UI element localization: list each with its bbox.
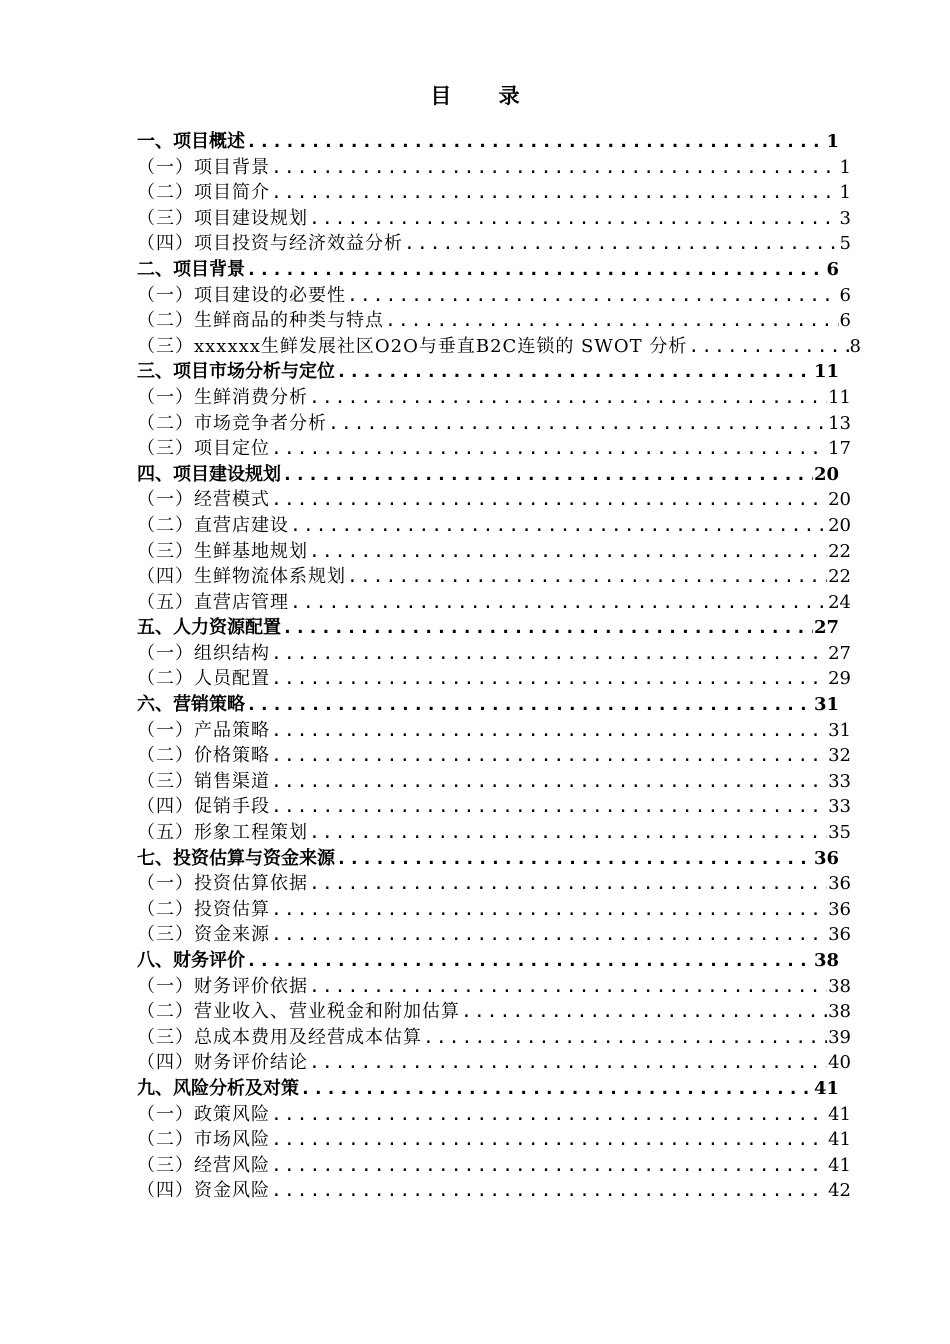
toc-dot-leader: [347, 564, 827, 590]
toc-entry-title: （五）形象工程策划: [137, 822, 308, 844]
toc-entry-title: （一）生鲜消费分析: [137, 386, 308, 408]
toc-entry-title: （三）总成本费用及经营成本估算: [137, 1026, 422, 1048]
toc-entry-title: 六、营销策略: [137, 694, 245, 716]
toc-page-number: 41: [813, 1077, 839, 1099]
toc-page-number: 20: [828, 514, 851, 536]
toc-page-number: 31: [813, 694, 839, 716]
toc-dot-leader: [271, 155, 839, 181]
toc-page-number: 3: [839, 207, 851, 229]
toc-entry-title: （二）投资估算: [137, 898, 270, 920]
toc-entry-title: 八、财务评价: [137, 950, 245, 971]
toc-page-number: 36: [828, 924, 851, 946]
toc-entry-title: （五）直营店管理: [137, 591, 289, 613]
toc-dot-leader: [271, 794, 827, 820]
toc-dot-leader: [246, 692, 813, 718]
toc-entry-title: 二、项目背景: [137, 258, 245, 280]
toc-page-number: 31: [828, 719, 851, 741]
toc-page-number: 42: [828, 1180, 851, 1202]
toc-dot-leader: [336, 846, 813, 872]
toc-entry-title: （二）项目简介: [137, 182, 270, 204]
toc-chapter-entry[interactable]: [137, 846, 851, 872]
toc-section-entry[interactable]: [137, 334, 861, 360]
toc-entry-title: （二）生鲜商品的种类与特点: [137, 310, 384, 332]
toc-page-number: 1: [839, 182, 851, 204]
toc-entry-title: （四）生鲜物流体系规划: [137, 566, 346, 588]
toc-page-number: 41: [828, 1154, 851, 1176]
toc-page-number: 29: [828, 668, 851, 690]
toc-dot-leader: [309, 1050, 827, 1076]
toc-dot-leader: [271, 1153, 827, 1179]
toc-page-number: 5: [839, 233, 851, 255]
toc-dot-leader: [688, 334, 848, 360]
toc-entry-title: （三）生鲜基地规划: [137, 540, 308, 562]
toc-section-entry[interactable]: [137, 283, 851, 309]
toc-page-number: 6: [839, 310, 851, 332]
toc-dot-leader: [309, 539, 827, 565]
toc-page-number: 11: [813, 361, 839, 383]
toc-section-entry[interactable]: [137, 1050, 851, 1076]
toc-section-entry[interactable]: [137, 1127, 851, 1153]
toc-dot-leader: [404, 231, 839, 257]
toc-dot-leader: [328, 411, 827, 437]
toc-entry-title: 九、风险分析及对策: [137, 1077, 299, 1099]
toc-section-entry[interactable]: [137, 641, 851, 667]
toc-entry-title: （一）财务评价依据: [137, 975, 308, 997]
toc-section-entry[interactable]: [137, 155, 851, 181]
toc-dot-leader: [246, 129, 825, 155]
toc-page-number: 35: [828, 822, 851, 844]
toc-entry-title: 五、人力资源配置: [137, 617, 281, 639]
toc-dot-leader: [309, 974, 827, 1000]
toc-dot-leader: [282, 615, 813, 641]
toc-page-number: 41: [828, 1103, 851, 1125]
toc-dot-leader: [271, 436, 827, 462]
toc-page-number: 22: [828, 540, 851, 562]
toc-dot-leader: [271, 897, 827, 923]
toc-entry-title: （三）销售渠道: [137, 770, 270, 792]
toc-entry-title: （三）项目建设规划: [137, 207, 308, 229]
toc-dot-leader: [271, 1102, 827, 1128]
toc-page-number: 13: [828, 412, 851, 434]
toc-dot-leader: [423, 1025, 827, 1051]
toc-dot-leader: [282, 462, 813, 488]
toc-page-number: 33: [828, 796, 851, 818]
toc-chapter-entry[interactable]: [137, 462, 851, 488]
toc-dot-leader: [271, 769, 827, 795]
toc-section-entry[interactable]: [137, 385, 851, 411]
toc-page-number: 17: [828, 438, 851, 460]
toc-dot-leader: [300, 1076, 813, 1102]
toc-dot-leader: [309, 385, 827, 411]
toc-section-entry[interactable]: [137, 564, 851, 590]
toc-dot-leader: [271, 743, 827, 769]
toc-entry-title: （二）人员配置: [137, 668, 270, 690]
toc-dot-leader: [290, 513, 827, 539]
toc-chapter-entry[interactable]: [137, 615, 851, 641]
toc-entry-title: （一）产品策略: [137, 719, 270, 741]
toc-section-entry[interactable]: [137, 974, 851, 1000]
toc-entry-title: （二）价格策略: [137, 745, 270, 767]
toc-dot-leader: [271, 1127, 827, 1153]
toc-section-entry[interactable]: [137, 666, 851, 692]
toc-section-entry[interactable]: [137, 871, 851, 897]
toc-entry-title: （一）投资估算依据: [137, 873, 308, 895]
toc-chapter-entry[interactable]: [137, 1076, 851, 1102]
toc-entry-title: （二）营业收入、营业税金和附加估算: [137, 1001, 460, 1023]
toc-section-entry[interactable]: [137, 718, 851, 744]
toc-section-entry[interactable]: [137, 590, 851, 616]
toc-page-number: 33: [828, 770, 851, 792]
toc-dot-leader: [336, 359, 813, 385]
toc-dot-leader: [271, 666, 827, 692]
toc-chapter-entry[interactable]: [137, 692, 851, 718]
toc-entry-title: （一）政策风险: [137, 1103, 270, 1125]
toc-entry-title: （三）资金来源: [137, 924, 270, 946]
toc-entry-title: 四、项目建设规划: [137, 463, 281, 485]
toc-page-number: 38: [813, 950, 839, 971]
toc-section-entry[interactable]: [137, 487, 851, 513]
toc-section-entry[interactable]: [137, 743, 851, 769]
toc-chapter-entry[interactable]: [137, 359, 851, 385]
toc-dot-leader: [271, 718, 827, 744]
toc-entry-title: （三）经营风险: [137, 1154, 270, 1176]
toc-dot-leader: [271, 1178, 827, 1204]
toc-page-number: 1: [839, 156, 851, 178]
toc-page-number: 27: [813, 617, 839, 639]
toc-dot-leader: [271, 922, 827, 948]
toc-page-number: 11: [828, 386, 851, 408]
toc-dot-leader: [385, 308, 839, 334]
toc-page-number: 24: [828, 591, 851, 613]
toc-chapter-entry[interactable]: [137, 129, 851, 155]
toc-entry-title: （二）市场竞争者分析: [137, 412, 327, 434]
toc-dot-leader: [271, 487, 827, 513]
toc-dot-leader: [246, 257, 825, 283]
toc-entry-title: （二）市场风险: [137, 1129, 270, 1151]
toc-section-entry[interactable]: [137, 820, 851, 846]
toc-entry-title: （四）项目投资与经济效益分析: [137, 233, 403, 255]
toc-entry-title: （一）项目建设的必要性: [137, 284, 346, 306]
toc-page-number: 36: [813, 847, 839, 869]
toc-page-number: 38: [828, 1001, 851, 1023]
toc-entry-title: （三）项目定位: [137, 438, 270, 460]
toc-entry-title: （四）资金风险: [137, 1180, 270, 1202]
toc-section-entry[interactable]: [137, 1178, 851, 1204]
toc-entry-title: （一）组织结构: [137, 642, 270, 664]
toc-dot-leader: [290, 590, 827, 616]
toc-page-number: 20: [828, 489, 851, 511]
toc-dot-leader: [309, 820, 827, 846]
toc-title: 目 录: [430, 83, 540, 108]
toc-page-number: 40: [828, 1052, 851, 1074]
toc-section-entry[interactable]: [137, 231, 851, 257]
toc-dot-leader: [347, 283, 839, 309]
toc-entry-title: （三）xxxxxx生鲜发展社区O2O与垂直B2C连锁的 SWOT 分析: [137, 335, 688, 357]
toc-section-entry[interactable]: [137, 1153, 851, 1179]
toc-section-entry[interactable]: [137, 539, 851, 565]
toc-page-number: 6: [839, 284, 851, 306]
toc-dot-leader: [271, 641, 827, 667]
toc-dot-leader: [246, 948, 813, 974]
toc-page-number: 6: [826, 258, 839, 280]
toc-page-number: 1: [826, 131, 839, 152]
toc-section-entry[interactable]: [137, 436, 851, 462]
toc-entry-title: 一、项目概述: [137, 131, 245, 152]
toc-section-entry[interactable]: [137, 206, 851, 232]
toc-entry-title: （四）促销手段: [137, 796, 270, 818]
toc-section-entry[interactable]: [137, 769, 851, 795]
toc-section-entry[interactable]: [137, 897, 851, 923]
toc-page-number: 32: [828, 745, 851, 767]
toc-section-entry[interactable]: [137, 1102, 851, 1128]
toc-page-number: 27: [828, 642, 851, 664]
toc-chapter-entry[interactable]: [137, 948, 851, 974]
toc-section-entry[interactable]: [137, 513, 851, 539]
toc-section-entry[interactable]: [137, 1025, 851, 1051]
toc-entry-title: 七、投资估算与资金来源: [137, 847, 335, 869]
toc-entry-title: （一）项目背景: [137, 156, 270, 178]
toc-section-entry[interactable]: [137, 180, 851, 206]
toc-section-entry[interactable]: [137, 411, 851, 437]
toc-chapter-entry[interactable]: [137, 257, 851, 283]
toc-section-entry[interactable]: [137, 794, 851, 820]
toc-entry-title: （四）财务评价结论: [137, 1052, 308, 1074]
toc-entry-title: （一）经营模式: [137, 489, 270, 511]
toc-dot-leader: [309, 206, 839, 232]
toc-page-number: 38: [828, 975, 851, 997]
toc-page-number: 20: [813, 463, 839, 485]
toc-dot-leader: [309, 871, 827, 897]
toc-section-entry[interactable]: [137, 999, 851, 1025]
toc-section-entry[interactable]: [137, 308, 851, 334]
toc-page-number: 8: [849, 335, 861, 357]
toc-entry-title: 三、项目市场分析与定位: [137, 361, 335, 383]
toc-page-number: 36: [828, 873, 851, 895]
toc-page-number: 22: [828, 566, 851, 588]
toc-entry-title: （二）直营店建设: [137, 514, 289, 536]
toc-page-number: 36: [828, 898, 851, 920]
toc-page-number: 39: [828, 1026, 851, 1048]
toc-section-entry[interactable]: [137, 922, 851, 948]
toc-page-number: 41: [828, 1129, 851, 1151]
toc-dot-leader: [271, 180, 839, 206]
table-of-contents: [137, 129, 861, 1204]
toc-dot-leader: [461, 999, 827, 1025]
